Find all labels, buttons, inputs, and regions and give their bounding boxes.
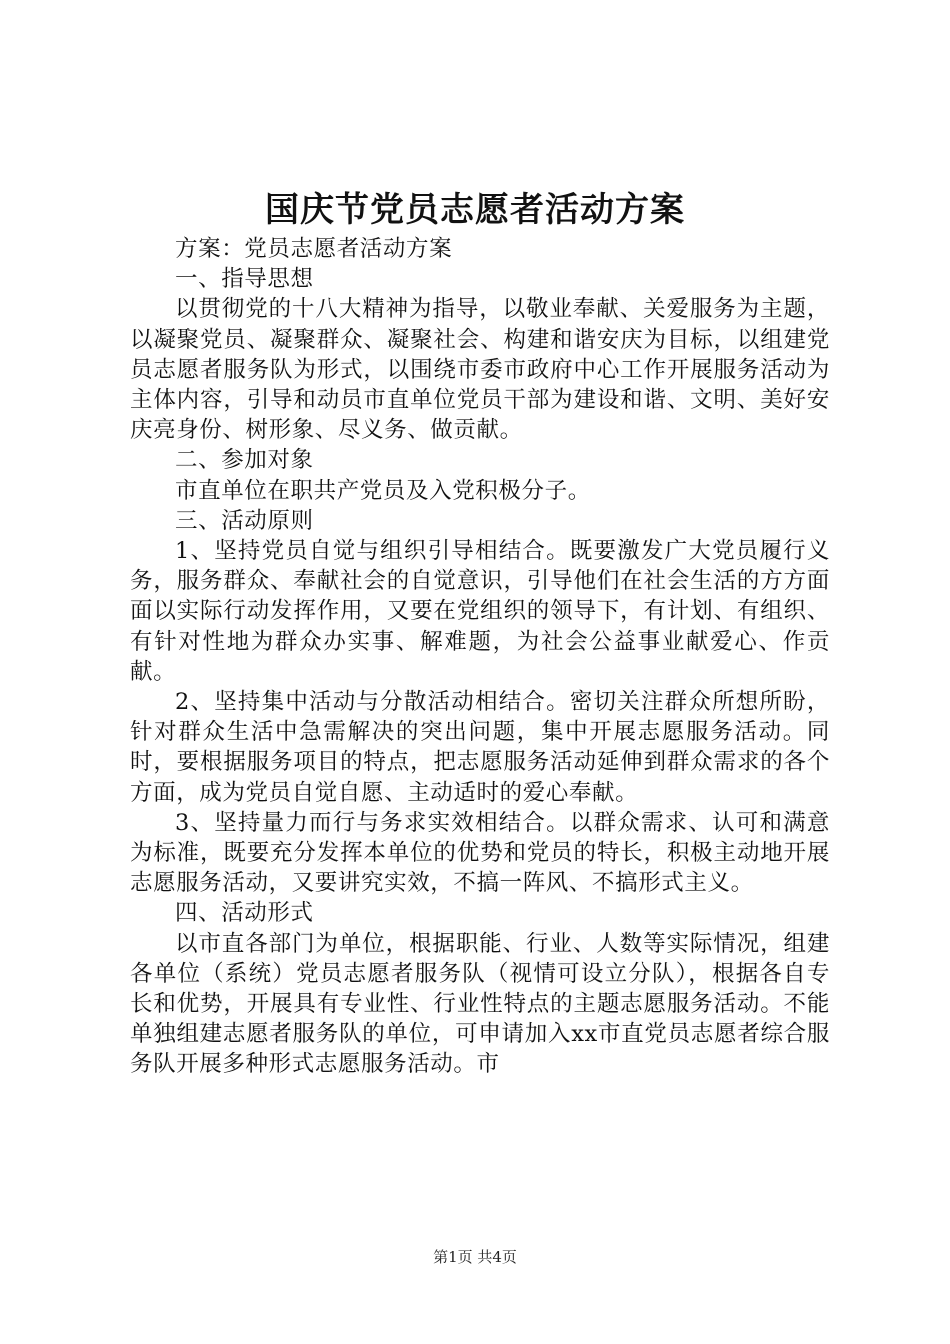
section-heading-activity-form: 四、活动形式 [175, 900, 314, 927]
paragraph-guiding-thought: 以贯彻党的十八大精神为指导，以敬业奉献、关爱服务为主题，以凝聚党员、凝聚群众、凝聚社会、构建和谐安庆为目标，以组建党员志愿者服务队为形式，以围绕市委市政府中心工作开展服务活动为主体内容，引导和动员市直单位党员干部为建设和谐、文明、美好安庆亮身份、树形象、尽义务、做贡献。 [130, 296, 830, 444]
paragraph-activity-form: 以市直各部门为单位，根据职能、行业、人数等实际情况，组建各单位（系统）党员志愿者服务队（视情可设立分队），根据各自专长和优势，开展具有专业性、行业性特点的主题志愿服务活动。不能单独组建志愿者服务队的单位，可申请加入xx市直党员志愿者综合服务队开展多种形式志愿服务活动。市 [130, 930, 830, 1078]
paragraph-participants: 市直单位在职共产党员及入党积极分子。 [175, 477, 591, 504]
plan-name: 方案：党员志愿者活动方案 [175, 236, 453, 262]
section-heading-principles: 三、活动原则 [175, 507, 314, 534]
page-number-footer: 第1页 共4页 [433, 1248, 517, 1266]
section-heading-guiding-thought: 一、指导思想 [175, 266, 314, 293]
paragraph-principle-3: 3、坚持量力而行与务求实效相结合。以群众需求、认可和满意为标准，既要充分发挥本单位的优势和党员的特长，积极主动地开展志愿服务活动，又要讲究实效，不搞一阵风、不搞形式主义。 [130, 809, 830, 897]
document-title: 国庆节党员志愿者活动方案 [265, 190, 685, 230]
paragraph-principle-1: 1、坚持党员自觉与组织引导相结合。既要激发广大党员履行义务，服务群众、奉献社会的自觉意识，引导他们在社会生活的方方面面以实际行动发挥作用，又要在党组织的领导下，有计划、有组织、有针对性地为群众办实事、解难题，为社会公益事业献爱心、作贡献。 [130, 538, 830, 685]
paragraph-principle-2: 2、坚持集中活动与分散活动相结合。密切关注群众所想所盼，针对群众生活中急需解决的突出问题，集中开展志愿服务活动。同时，要根据服务项目的特点，把志愿服务活动延伸到群众需求的各个方面，成为党员自觉自愿、主动适时的爱心奉献。 [130, 689, 830, 806]
document-body [130, 234, 830, 1080]
section-heading-participants: 二、参加对象 [175, 447, 314, 474]
